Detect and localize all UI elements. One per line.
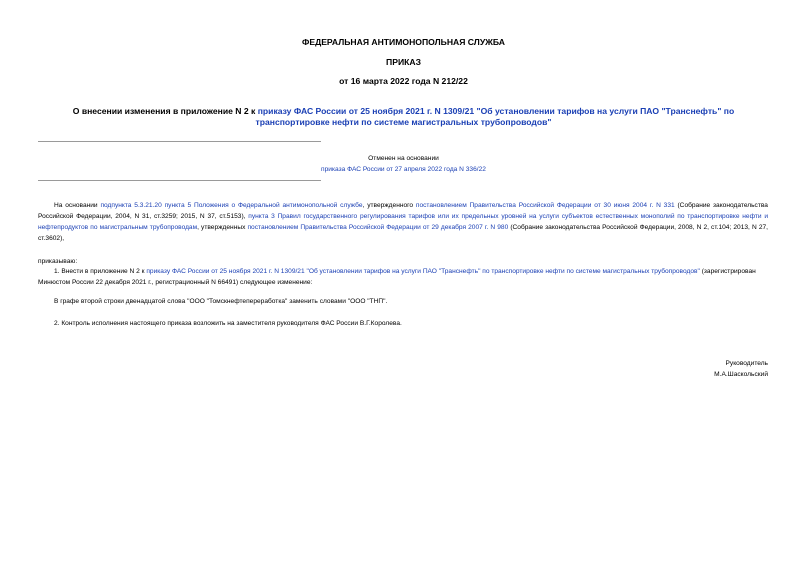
item-1-paragraph [38, 266, 768, 288]
signature-position: Руководитель [725, 360, 768, 367]
preamble-text-2: , утвержденного [362, 202, 416, 209]
title-link[interactable]: приказу ФАС России от 25 ноября 2021 г. N 1309/21 "Об установлении тарифов на услуги ПАО "Транснефть" по транспортировке нефти по системе магистральных трубопроводов" [255, 106, 735, 127]
item-1-link[interactable]: приказу ФАС России от 25 ноября 2021 г. N 1309/21 "Об установлении тарифов на услуги ПАО "Транснефть" по транспортировке нефти по системе магистральных трубопроводов" [146, 268, 700, 275]
document-date: от 16 марта 2022 года N 212/22 [339, 76, 468, 86]
preamble-link-3[interactable]: пункта 3 Правил государственного регулирования тарифов или их предельных уровней на услуги субъектов естественных монополий по транспортировке нефти и нефтепродуктов по магистральным трубопроводам [38, 213, 769, 231]
cancel-note-link[interactable]: приказа ФАС России от 27 апреля 2022 года N 336/22 [321, 166, 486, 173]
signature-name: М.А.Шаскольский [714, 371, 768, 378]
cancel-note [0, 153, 807, 175]
order-word: приказываю: [38, 258, 78, 265]
preamble-text-5: (Собрание законодательства Российской Федерации, 2008, N 2, ст.104; 2013, N 27, ст.3602), [38, 224, 768, 242]
preamble-text-3: (Собрание законодательства Российской Федерации, 2004, N 31, ст.3259; 2015, N 37, ст.5153), [38, 202, 768, 220]
organization-name: ФЕДЕРАЛЬНАЯ АНТИМОНОПОЛЬНАЯ СЛУЖБА [302, 37, 505, 47]
divider-bottom [38, 180, 321, 181]
divider-top [38, 141, 321, 142]
change-paragraph: В графе второй строки двенадцатой слова "ООО "Томскнефтепереработка" заменить словами "ООО "ТНП". [54, 298, 388, 305]
item-1-text-1: 1. Внести в приложение N 2 к [54, 268, 147, 275]
signature-block [714, 358, 768, 380]
title-prefix: О внесении изменения в приложение N 2 к [72, 106, 258, 116]
preamble-link-1[interactable]: подпункта 5.3.21.20 пункта 5 Положения о Федеральной антимонопольной службе [100, 202, 363, 209]
item-1-text-2: (зарегистрирован Минюстом России 22 декабря 2021 г., регистрационный N 66491) следующее изменение: [38, 268, 756, 286]
document-type: ПРИКАЗ [386, 57, 421, 67]
document-title [40, 106, 767, 128]
preamble-link-2[interactable]: постановлением Правительства Российской Федерации от 30 июня 2004 г. N 331 [415, 202, 675, 209]
cancel-note-text: Отменен на основании [368, 155, 439, 162]
preamble-link-4[interactable]: постановлением Правительства Российской Федерации от 29 декабря 2007 г. N 980 [247, 224, 509, 231]
item-2-paragraph: 2. Контроль исполнения настоящего приказа возложить на заместителя руководителя ФАС России В.Г.Королева. [54, 320, 402, 327]
preamble-paragraph [38, 200, 768, 244]
preamble-text-1: На основании [54, 202, 101, 209]
preamble-text-4: , утвержденных [197, 224, 248, 231]
